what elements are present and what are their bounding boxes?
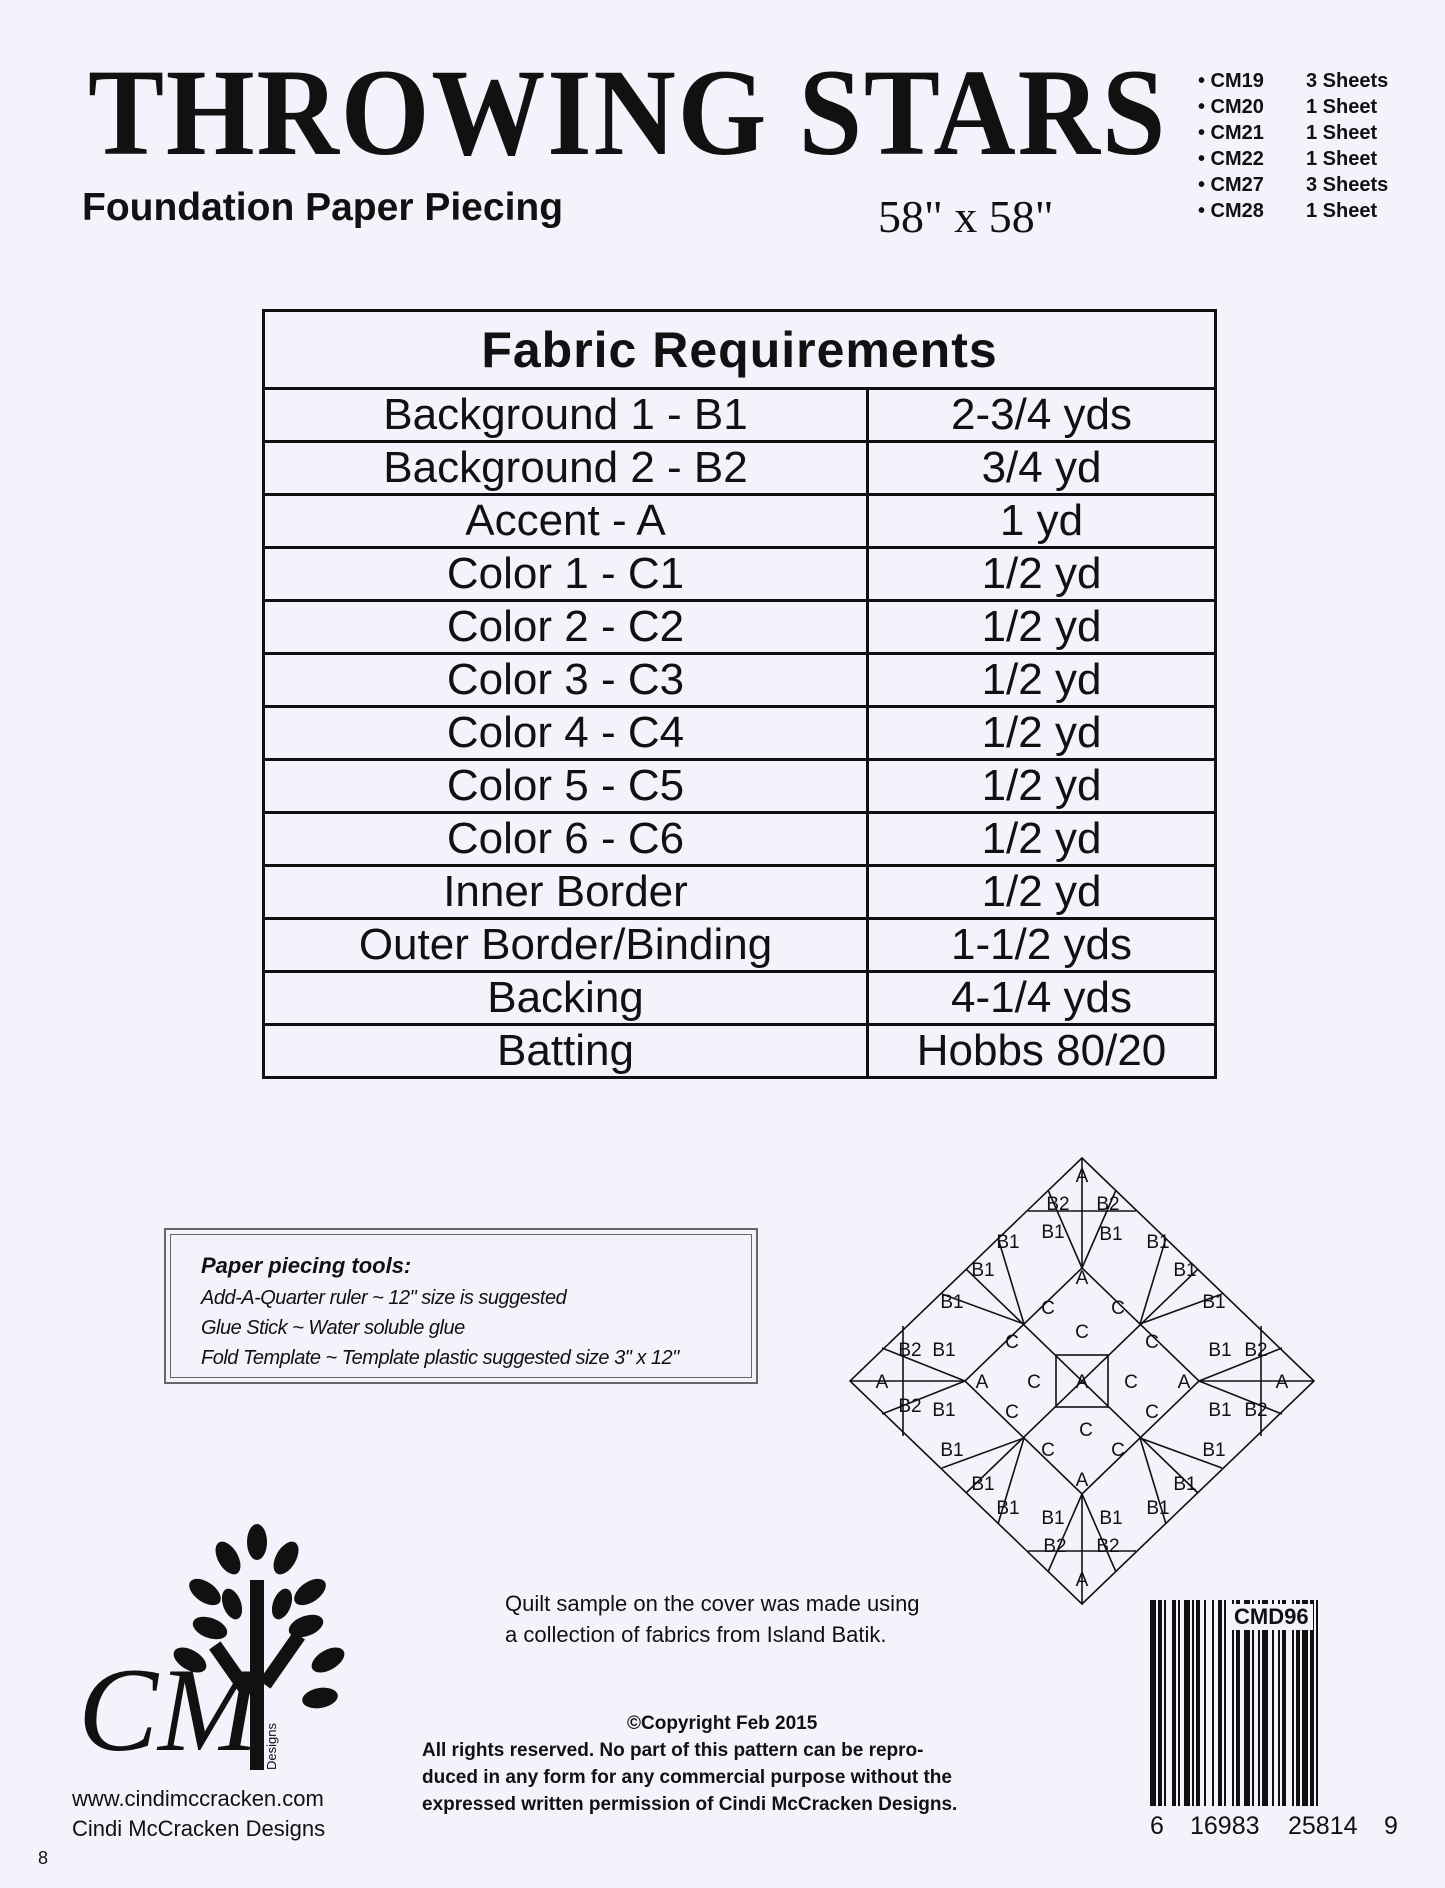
barcode-bar: [1212, 1600, 1214, 1806]
sheet-code: • CM20: [1198, 96, 1264, 118]
barcode-bar: [1310, 1600, 1314, 1806]
fabric-amount: 2-3/4 yds: [868, 389, 1216, 442]
block-label: C: [1041, 1298, 1055, 1319]
fabric-amount: 1 yd: [868, 495, 1216, 548]
sheet-qty: 3 Sheets: [1306, 174, 1389, 196]
table-row: [264, 919, 1216, 972]
block-label: B1: [1208, 1340, 1232, 1361]
table-row: [264, 866, 1216, 919]
fabric-name: Color 3 - C3: [264, 654, 868, 707]
table-row: [264, 972, 1216, 1025]
fabric-name: Inner Border: [264, 866, 868, 919]
block-label: B1: [1146, 1498, 1170, 1519]
fabric-name: Background 1 - B1: [264, 389, 868, 442]
fabric-name: Background 2 - B2: [264, 442, 868, 495]
block-label: B2: [898, 1340, 922, 1361]
barcode-bar: [1262, 1600, 1268, 1806]
table-row: [264, 495, 1216, 548]
block-label: A: [875, 1372, 889, 1393]
block-label: B1: [1173, 1260, 1197, 1281]
tools-line: Fold Template ~ Template plastic suggested size 3" x 12": [201, 1347, 679, 1369]
table-row: [264, 389, 1216, 442]
copyright-line: duced in any form for any commercial purpose without the: [422, 1767, 952, 1788]
barcode-bar: [1302, 1600, 1308, 1806]
table-header-row: [264, 311, 1216, 389]
block-label: B1: [1146, 1232, 1170, 1253]
copyright-line: All rights reserved. No part of this pattern can be repro-: [422, 1740, 924, 1761]
fabric-amount: 1/2 yd: [868, 601, 1216, 654]
block-label: B1: [971, 1474, 995, 1495]
copyright-line: expressed written permission of Cindi McCracken Designs.: [422, 1794, 958, 1815]
block-label: C: [1041, 1440, 1055, 1461]
sheet-code: • CM19: [1198, 70, 1264, 92]
fabric-requirements-table: [262, 309, 1217, 1079]
sheet-code: • CM28: [1198, 200, 1264, 222]
block-label: A: [1075, 1166, 1089, 1187]
fabric-amount: 1/2 yd: [868, 654, 1216, 707]
paper-piecing-tools-box: [164, 1228, 758, 1384]
fabric-name: Outer Border/Binding: [264, 919, 868, 972]
fabric-amount: 1/2 yd: [868, 760, 1216, 813]
fabric-name: Color 2 - C2: [264, 601, 868, 654]
fabric-name: Color 1 - C1: [264, 548, 868, 601]
fabric-name: Batting: [264, 1025, 868, 1078]
barcode-bar: [1282, 1600, 1286, 1806]
block-label: B1: [940, 1440, 964, 1461]
barcode-bar: [1184, 1600, 1190, 1806]
fabric-amount: 1/2 yd: [868, 813, 1216, 866]
block-label: B2: [1244, 1340, 1268, 1361]
barcode-label: CMD96: [1230, 1604, 1313, 1630]
fabric-amount: 1/2 yd: [868, 866, 1216, 919]
block-label: B1: [1208, 1400, 1232, 1421]
table-row: [264, 1025, 1216, 1078]
sheet-item: [1198, 198, 1438, 224]
block-label: B2: [1096, 1194, 1120, 1215]
fabric-name: Color 4 - C4: [264, 707, 868, 760]
barcode-bar: [1244, 1600, 1250, 1806]
block-label: B1: [996, 1498, 1020, 1519]
table-row: [264, 654, 1216, 707]
cm-designs-logo: [70, 1520, 360, 1780]
barcode-bar: [1196, 1600, 1200, 1806]
block-label: C: [1124, 1372, 1138, 1393]
block-label: C: [1145, 1332, 1159, 1353]
block-label: C: [1005, 1332, 1019, 1353]
barcode-bar: [1218, 1600, 1222, 1806]
block-label: C: [1027, 1372, 1041, 1393]
fabric-amount: 1-1/2 yds: [868, 919, 1216, 972]
table-row: [264, 707, 1216, 760]
block-label: C: [1111, 1440, 1125, 1461]
sheet-qty: 1 Sheet: [1306, 96, 1378, 118]
sheet-code: • CM22: [1198, 148, 1264, 170]
block-label: B2: [1043, 1536, 1067, 1557]
barcode-bar: [1278, 1600, 1280, 1806]
block-label: A: [1075, 1268, 1089, 1289]
table-row: [264, 601, 1216, 654]
sheet-item: [1198, 172, 1438, 198]
block-label: B2: [1096, 1536, 1120, 1557]
block-label: A: [1177, 1372, 1191, 1393]
block-label: B1: [971, 1260, 995, 1281]
block-label: A: [1275, 1372, 1289, 1393]
barcode-bar: [1224, 1600, 1226, 1806]
sheet-item: [1198, 68, 1438, 94]
table-row: [264, 760, 1216, 813]
sheet-code: • CM27: [1198, 174, 1264, 196]
block-label: B1: [932, 1340, 956, 1361]
block-label: C: [1005, 1402, 1019, 1423]
sheet-qty: 1 Sheet: [1306, 200, 1378, 222]
website-url[interactable]: www.cindimccracken.com: [72, 1786, 324, 1811]
block-label: B1: [1041, 1222, 1065, 1243]
barcode-bar: [1258, 1600, 1260, 1806]
sheet-item: [1198, 94, 1438, 120]
sheet-qty: 3 Sheets: [1306, 70, 1389, 92]
block-label: B1: [1099, 1508, 1123, 1529]
pattern-subtitle: Foundation Paper Piecing: [82, 186, 564, 229]
block-label: B1: [1099, 1224, 1123, 1245]
block-label: C: [1079, 1420, 1093, 1441]
barcode-bar: [1292, 1600, 1294, 1806]
fabric-name: Color 6 - C6: [264, 813, 868, 866]
block-label: C: [1075, 1322, 1089, 1343]
sheet-qty: 1 Sheet: [1306, 148, 1378, 170]
fabric-name: Accent - A: [264, 495, 868, 548]
barcode-bar: [1316, 1600, 1318, 1806]
sample-line: Quilt sample on the cover was made using: [505, 1591, 920, 1616]
block-label: A: [1075, 1470, 1089, 1491]
copyright-notice: [422, 1710, 957, 1818]
barcode-bar: [1192, 1600, 1194, 1806]
block-label: C: [1111, 1298, 1125, 1319]
barcode-digit: 6: [1150, 1812, 1164, 1840]
tools-line: Add-A-Quarter ruler ~ 12" size is suggested: [201, 1287, 567, 1309]
page-number: 8: [38, 1848, 49, 1868]
barcode-bar: [1296, 1600, 1300, 1806]
block-label: A: [1075, 1372, 1089, 1393]
sheet-list: [1198, 68, 1438, 224]
fabric-amount: 4-1/4 yds: [868, 972, 1216, 1025]
barcode: [1148, 1600, 1398, 1810]
block-label: B2: [1244, 1400, 1268, 1421]
barcode-bar: [1232, 1600, 1234, 1806]
fabric-amount: Hobbs 80/20: [868, 1025, 1216, 1078]
fabric-amount: 3/4 yd: [868, 442, 1216, 495]
tools-line: Glue Stick ~ Water soluble glue: [201, 1317, 465, 1339]
table-row: [264, 442, 1216, 495]
barcode-bar: [1204, 1600, 1206, 1806]
table-heading: Fabric Requirements: [264, 311, 1216, 389]
block-label: B1: [1202, 1292, 1226, 1313]
fabric-name: Backing: [264, 972, 868, 1025]
sample-line: a collection of fabrics from Island Batik.: [505, 1622, 887, 1647]
sheet-item: [1198, 120, 1438, 146]
block-label: A: [1075, 1570, 1089, 1591]
table-row: [264, 813, 1216, 866]
barcode-digit: 25814: [1288, 1812, 1358, 1840]
barcode-bar: [1164, 1600, 1166, 1806]
copyright-title: ©Copyright Feb 2015: [627, 1713, 818, 1734]
barcode-bar: [1158, 1600, 1162, 1806]
barcode-bar: [1178, 1600, 1180, 1806]
sheet-item: [1198, 146, 1438, 172]
logo-monogram: CM: [78, 1643, 258, 1776]
block-label: B2: [1046, 1194, 1070, 1215]
block-label: A: [975, 1372, 989, 1393]
barcode-bar: [1272, 1600, 1274, 1806]
block-label: B1: [1173, 1474, 1197, 1495]
fabric-amount: 1/2 yd: [868, 707, 1216, 760]
block-label: C: [1145, 1402, 1159, 1423]
company-name: Cindi McCracken Designs: [72, 1816, 326, 1841]
fabric-name: Color 5 - C5: [264, 760, 868, 813]
sheet-code: • CM21: [1198, 122, 1264, 144]
quilt-sample-note: [505, 1588, 920, 1650]
fabric-amount: 1/2 yd: [868, 548, 1216, 601]
logo-designs-label: Designs: [264, 1723, 279, 1770]
block-label: B1: [996, 1232, 1020, 1253]
barcode-bar: [1150, 1600, 1156, 1806]
block-label: B1: [932, 1400, 956, 1421]
barcode-bar: [1236, 1600, 1240, 1806]
tools-title: Paper piecing tools:: [201, 1253, 412, 1278]
quilt-block-diagram: [848, 1156, 1328, 1606]
block-label: B1: [1041, 1508, 1065, 1529]
quilt-size: 58" x 58": [878, 191, 1054, 242]
sheet-qty: 1 Sheet: [1306, 122, 1378, 144]
barcode-digit: 9: [1384, 1812, 1398, 1840]
block-label: B2: [898, 1396, 922, 1417]
barcode-bar: [1252, 1600, 1254, 1806]
table-row: [264, 548, 1216, 601]
barcode-bar: [1172, 1600, 1176, 1806]
barcode-digit: 16983: [1190, 1812, 1260, 1840]
block-label: B1: [1202, 1440, 1226, 1461]
pattern-title: THROWING STARS: [88, 44, 1168, 181]
block-label: B1: [940, 1292, 964, 1313]
